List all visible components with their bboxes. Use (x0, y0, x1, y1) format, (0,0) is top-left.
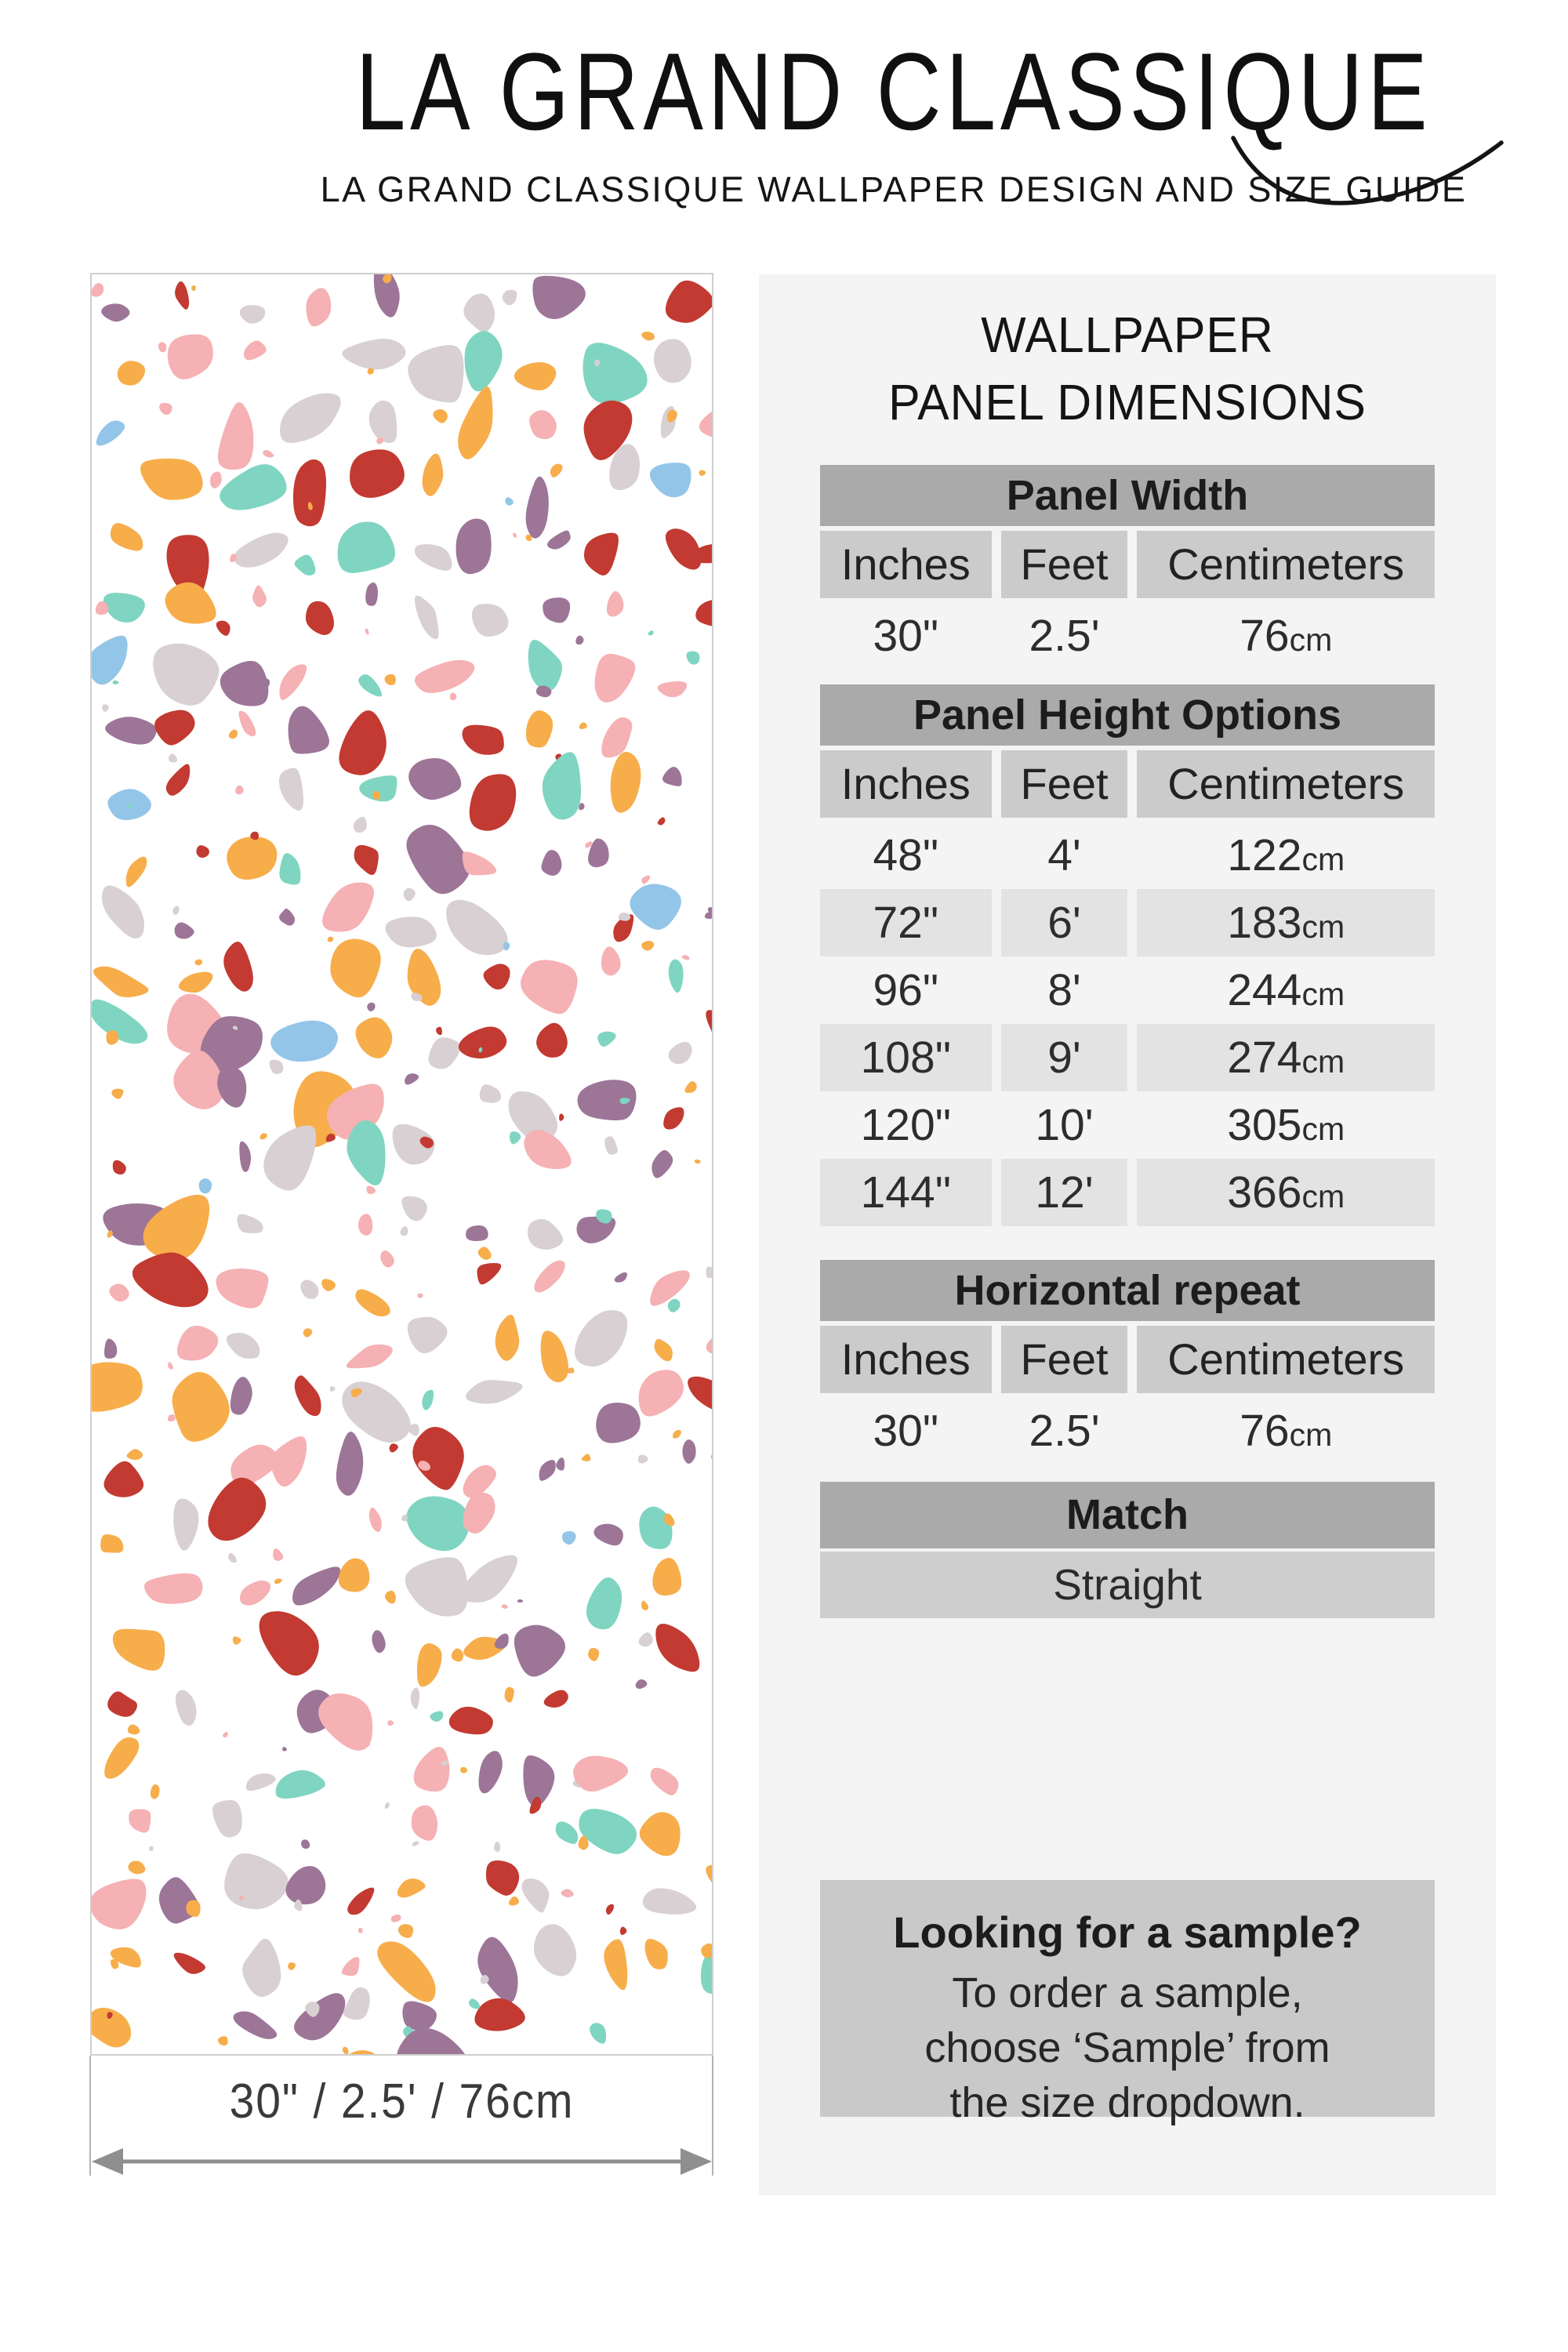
cell-feet: 12' (1001, 1159, 1128, 1226)
sample-box-line: choose ‘Sample’ from (924, 2024, 1330, 2071)
column-header-centimeters: Centimeters (1137, 531, 1435, 598)
cell-centimeters: 76cm (1240, 611, 1333, 661)
horizontal-repeat-column-headers (820, 1326, 1435, 1393)
cell-feet: 2.5' (1029, 1406, 1100, 1456)
cell-inches: 72" (820, 889, 992, 956)
match-table (820, 1482, 1435, 1618)
cell-inches: 108" (820, 1024, 992, 1091)
cell-feet: 9' (1001, 1024, 1128, 1091)
cell-centimeters: 244cm (1227, 965, 1345, 1015)
table-row (820, 889, 1435, 956)
cell-inches: 48" (873, 830, 939, 880)
cell-centimeters: 122cm (1227, 830, 1345, 880)
column-header-feet: Feet (1001, 750, 1128, 818)
sample-box-title: Looking for a sample? (893, 1907, 1362, 1957)
cell-inches: 96" (873, 965, 939, 1015)
sample-box-line: the size dropdown. (949, 2079, 1305, 2126)
table-row (820, 1024, 1435, 1091)
horizontal-repeat-header: Horizontal repeat (820, 1260, 1435, 1321)
sidebar-heading-line1: WALLPAPER (981, 307, 1274, 363)
column-header-feet: Feet (1001, 531, 1128, 598)
table-row (820, 1397, 1435, 1465)
dimensions-sidebar (759, 274, 1496, 2195)
table-row (820, 822, 1435, 889)
column-header-centimeters: Centimeters (1137, 1326, 1435, 1393)
cell-inches: 30" (873, 1406, 939, 1456)
cell-feet: 8' (1047, 965, 1081, 1015)
panel-width-header: Panel Width (820, 465, 1435, 526)
column-header-centimeters: Centimeters (1137, 750, 1435, 818)
terrazzo-pattern-image (92, 274, 712, 2054)
table-row (820, 602, 1435, 670)
cell-feet: 2.5' (1029, 611, 1100, 661)
page-subtitle: LA GRAND CLASSIQUE WALLPAPER DESIGN AND SIZE GUIDE (320, 169, 1468, 209)
match-header: Match (820, 1482, 1435, 1548)
table-row (820, 1159, 1435, 1226)
sidebar-heading-line2: PANEL DIMENSIONS (888, 374, 1367, 430)
cell-feet: 6' (1001, 889, 1128, 956)
panel-height-header: Panel Height Options (820, 684, 1435, 746)
wallpaper-preview-panel (90, 273, 713, 2056)
cell-inches: 120" (860, 1100, 951, 1150)
column-header-inches: Inches (820, 531, 992, 598)
cell-centimeters: 305cm (1227, 1100, 1345, 1150)
cell-inches: 144" (820, 1159, 992, 1226)
column-header-inches: Inches (820, 1326, 992, 1393)
arrowhead-right (681, 2148, 712, 2175)
arrowhead-left (92, 2148, 123, 2175)
cell-feet: 4' (1047, 830, 1081, 880)
column-header-inches: Inches (820, 750, 992, 818)
cell-centimeters: 183cm (1137, 889, 1435, 956)
cell-inches: 30" (873, 611, 939, 661)
sample-box-line: To order a sample, (952, 1969, 1303, 2016)
width-double-arrow (90, 2145, 713, 2180)
sample-info-box (820, 1880, 1435, 2126)
column-header-feet: Feet (1001, 1326, 1128, 1393)
panel-width-table (820, 465, 1435, 670)
cell-centimeters: 76cm (1240, 1406, 1333, 1456)
panel-height-table (820, 684, 1435, 1226)
table-row (820, 1091, 1435, 1159)
panel-width-column-headers (820, 531, 1435, 598)
sidebar-heading (778, 301, 1478, 436)
match-value: Straight (820, 1552, 1435, 1618)
page-title: LA GRAND CLASSIQUE (355, 30, 1432, 153)
cell-centimeters: 366cm (1137, 1159, 1435, 1226)
panel-height-column-headers (820, 750, 1435, 818)
cell-feet: 10' (1035, 1100, 1094, 1150)
cell-centimeters: 274cm (1137, 1024, 1435, 1091)
panel-width-dimension-label: 30" / 2.5' / 76cm (229, 2074, 575, 2129)
table-row (820, 956, 1435, 1024)
horizontal-repeat-table (820, 1260, 1435, 1465)
